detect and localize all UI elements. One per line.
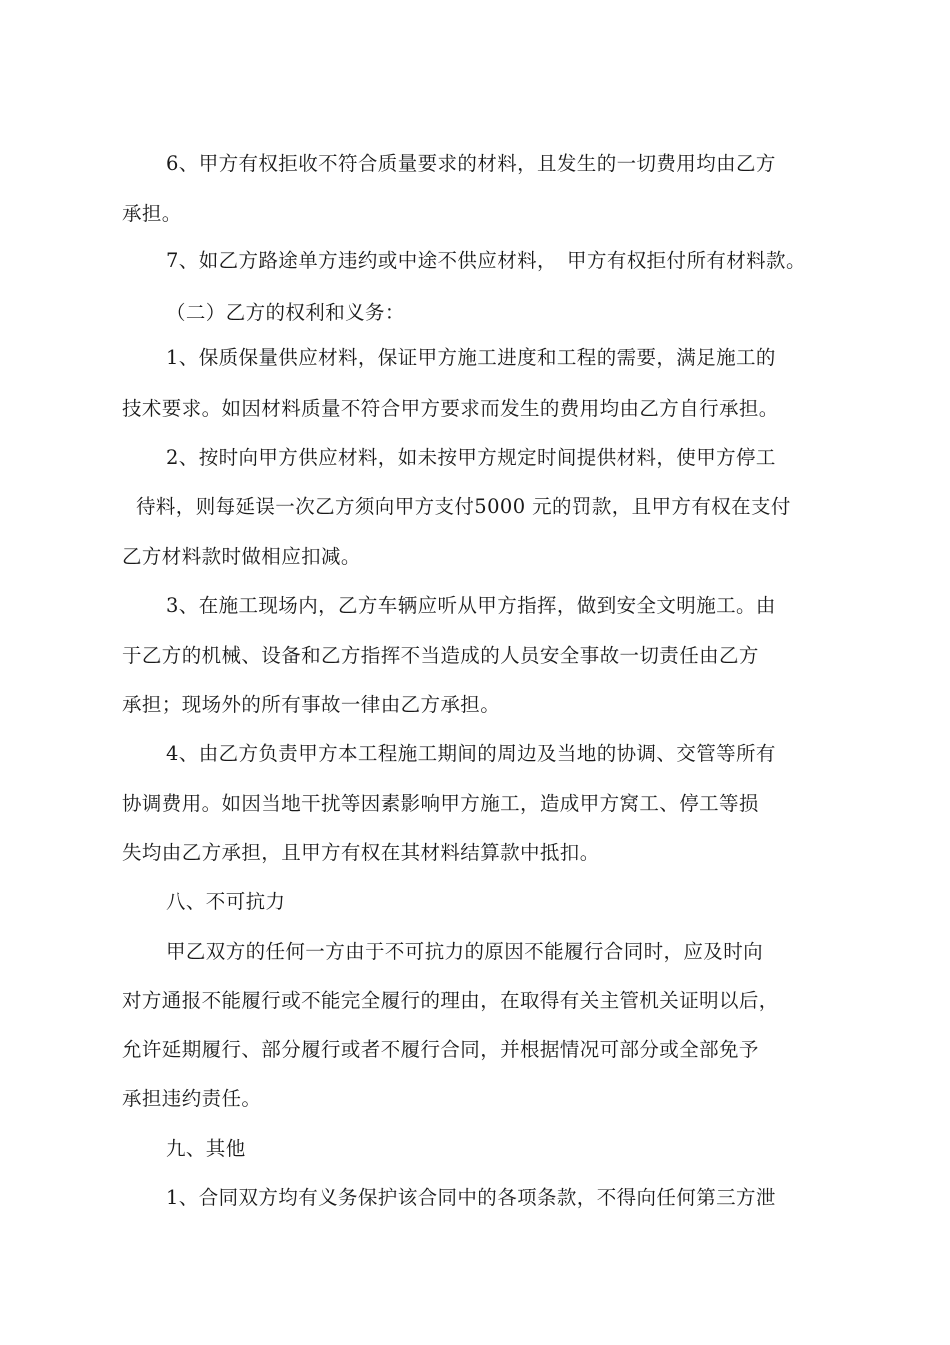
text-line: 甲乙双方的任何一方由于不可抗力的原因不能履行合同时，应及时向 — [166, 940, 764, 963]
text-line: 协调费用。如因当地干扰等因素影响甲方施工，造成甲方窝工、停工等损 — [122, 792, 759, 815]
text-line: 乙方材料款时做相应扣减。 — [122, 545, 361, 568]
section-heading: 八、不可抗力 — [166, 890, 286, 913]
text-line: 6、甲方有权拒收不符合质量要求的材料，且发生的一切费用均由乙方 — [166, 152, 776, 175]
section-heading: 九、其他 — [166, 1137, 246, 1160]
text-line: 承担。 — [122, 202, 182, 225]
text-line: 2、按时向甲方供应材料，如未按甲方规定时间提供材料，使甲方停工 — [166, 446, 776, 469]
text-line: 失均由乙方承担，且甲方有权在其材料结算款中抵扣。 — [122, 841, 600, 864]
text-line: 于乙方的机械、设备和乙方指挥不当造成的人员安全事故一切责任由乙方 — [122, 644, 759, 667]
text-line: 1、合同双方均有义务保护该合同中的各项条款，不得向任何第三方泄 — [166, 1186, 776, 1209]
text-line: 4、由乙方负责甲方本工程施工期间的周边及当地的协调、交管等所有 — [166, 742, 776, 765]
text-line: （二）乙方的权利和义务： — [166, 301, 405, 324]
text-line: 对方通报不能履行或不能完全履行的理由，在取得有关主管机关证明以后， — [122, 989, 779, 1012]
text-line: 待料，则每延误一次乙方须向甲方支付5000 元的罚款，且甲方有权在支付 — [136, 495, 791, 518]
text-line: 承担违约责任。 — [122, 1087, 262, 1110]
text-line: 技术要求。如因材料质量不符合甲方要求而发生的费用均由乙方自行承担。 — [122, 397, 779, 420]
text-line: 7、如乙方路途单方违约或中途不供应材料， 甲方有权拒付所有材料款。 — [166, 249, 806, 272]
text-line: 3、在施工现场内，乙方车辆应听从甲方指挥，做到安全文明施工。由 — [166, 594, 776, 617]
text-line: 承担；现场外的所有事故一律由乙方承担。 — [122, 693, 501, 716]
text-line: 1、保质保量供应材料，保证甲方施工进度和工程的需要，满足施工的 — [166, 346, 776, 369]
text-line: 允许延期履行、部分履行或者不履行合同，并根据情况可部分或全部免予 — [122, 1038, 759, 1061]
